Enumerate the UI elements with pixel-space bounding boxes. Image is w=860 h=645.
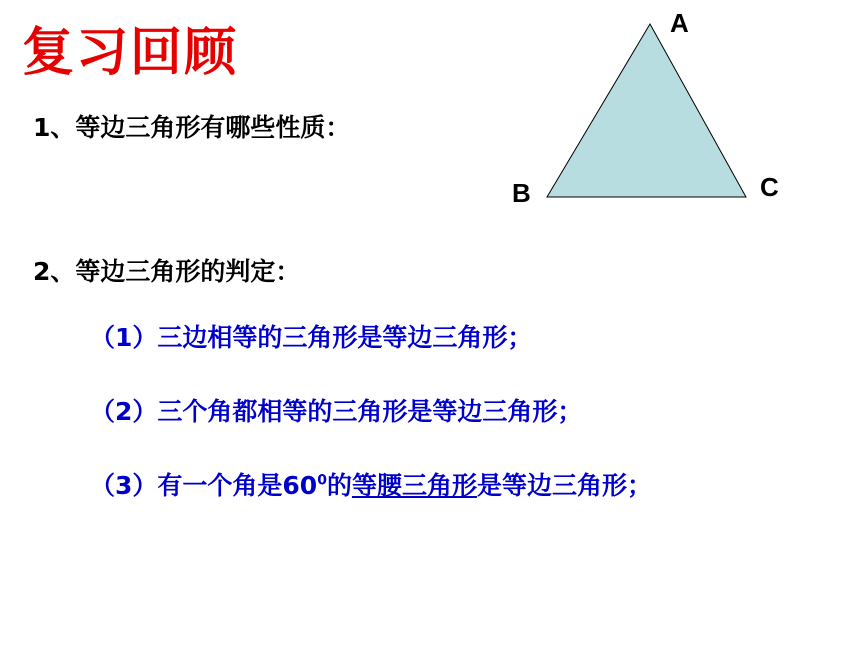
question-2: 2、等边三角形的判定： xyxy=(33,257,301,286)
criterion-3-mid: 的 xyxy=(326,471,352,500)
criterion-3-suffix: 是等边三角形； xyxy=(476,471,652,500)
criterion-3 xyxy=(90,466,652,502)
slide-title: 复习回顾 xyxy=(22,23,239,83)
question-1: 1、等边三角形有哪些性质： xyxy=(33,113,351,142)
equilateral-triangle-figure xyxy=(530,0,770,210)
triangle-shape xyxy=(547,24,746,197)
criterion-3-prefix: （3）有一个角是60 xyxy=(90,471,318,500)
criterion-1: （1）三边相等的三角形是等边三角形； xyxy=(90,323,533,352)
vertex-label-b: B xyxy=(512,178,531,208)
vertex-label-a: A xyxy=(670,8,689,38)
degree-superscript: 0 xyxy=(317,472,327,489)
vertex-label-c: C xyxy=(760,172,779,202)
criterion-2: （2）三个角都相等的三角形是等边三角形； xyxy=(90,397,583,426)
criterion-3-underlined: 等腰三角形 xyxy=(351,471,477,500)
